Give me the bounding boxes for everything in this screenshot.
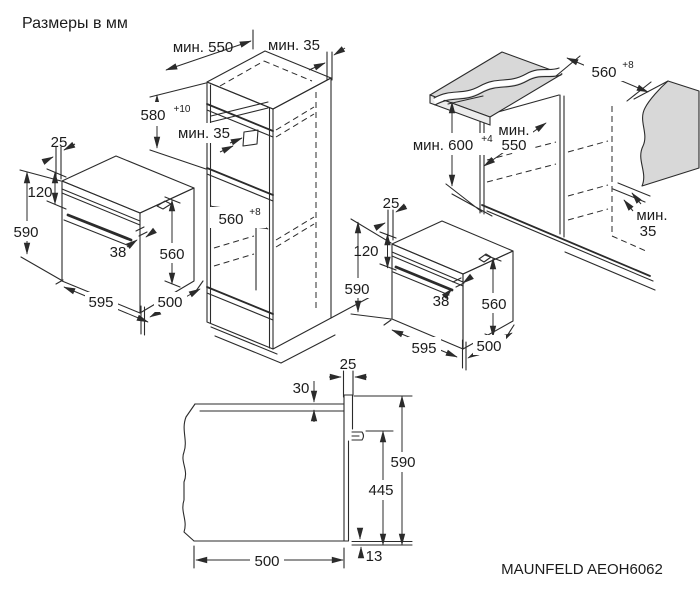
oven-handle xyxy=(396,267,452,290)
dim-niche-height-min: мин. 600 xyxy=(412,137,474,154)
dim-niche-height-tol: +4 xyxy=(481,134,493,145)
dim-oven-right-width: 595 xyxy=(411,340,437,357)
adjacent-worktop xyxy=(641,81,699,186)
dim-column-depth-min: мин. 550 xyxy=(172,39,234,56)
dim-oven-left-handle-depth: 38 xyxy=(109,244,127,261)
oven-side-view-drawing xyxy=(183,356,419,570)
dim-side-bottom-clearance: 13 xyxy=(365,548,383,565)
dim-column-niche-width-tol: +8 xyxy=(249,207,261,218)
dim-niche-width: 560 xyxy=(591,64,617,81)
column-cabinet-drawing xyxy=(131,30,372,363)
dim-oven-right-body-height: 560 xyxy=(481,296,507,313)
dim-oven-right-panel-height: 120 xyxy=(353,243,379,260)
side-grip-slot xyxy=(157,201,171,209)
dim-rear-gap-label: мин. xyxy=(636,207,668,224)
oven-right-drawing xyxy=(342,195,514,370)
dim-niche-depth-min-label: мин. xyxy=(498,122,530,139)
dim-rear-gap-value: 35 xyxy=(639,223,657,240)
dim-side-top-clearance: 30 xyxy=(292,380,310,397)
dim-oven-left-height: 590 xyxy=(13,224,39,241)
dim-side-overhang: 25 xyxy=(339,356,357,373)
door-handle xyxy=(352,432,364,440)
vent-slot xyxy=(243,130,258,146)
oven-left-drawing xyxy=(11,134,203,335)
dim-oven-left-depth: 500 xyxy=(157,294,183,311)
dim-side-handle-to-bottom: 445 xyxy=(368,482,394,499)
dim-oven-left-overhang: 25 xyxy=(50,134,68,151)
worktop-niche-drawing xyxy=(402,52,699,290)
dim-side-depth: 500 xyxy=(254,553,280,570)
dim-oven-left-body-height: 560 xyxy=(159,246,185,263)
dim-oven-right-overhang: 25 xyxy=(382,195,400,212)
dim-niche-width-tol: +8 xyxy=(622,60,634,71)
page-title: Размеры в мм xyxy=(22,15,128,32)
dim-column-niche-width: 560 xyxy=(218,211,244,228)
dim-column-niche-height-tol: +10 xyxy=(173,104,191,115)
dim-side-height: 590 xyxy=(390,454,416,471)
dim-column-shelf-rear-gap: мин. 35 xyxy=(178,125,230,142)
dim-oven-left-panel-height: 120 xyxy=(27,184,53,201)
dim-oven-left-width: 595 xyxy=(88,294,114,311)
dim-oven-right-depth: 500 xyxy=(476,338,502,355)
dim-column-niche-height: 580 xyxy=(140,107,166,124)
dim-column-top-rear-gap: мин. 35 xyxy=(268,37,320,54)
oven-handle xyxy=(68,215,131,240)
dim-niche-depth-min-value: 550 xyxy=(501,137,527,154)
model-name: MAUNFELD AEOH6062 xyxy=(501,561,663,578)
dim-oven-right-height: 590 xyxy=(344,281,370,298)
dim-oven-right-handle-depth: 38 xyxy=(432,293,450,310)
